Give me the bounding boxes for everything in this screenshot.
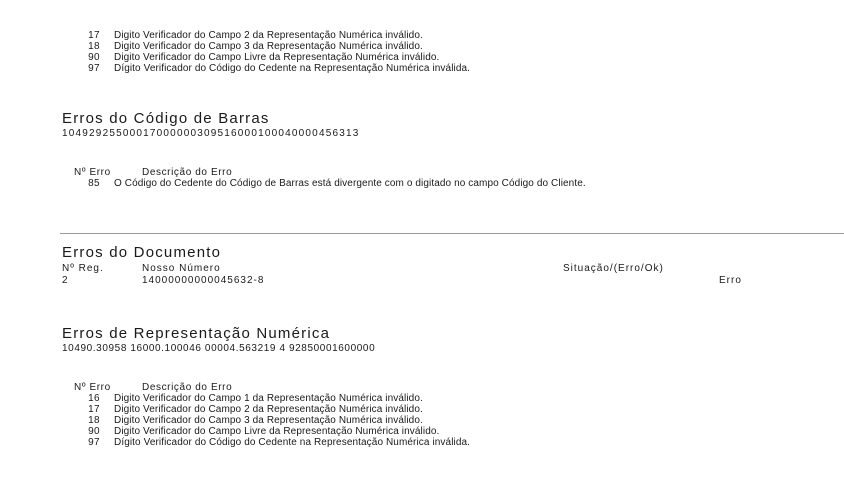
error-code: 18 [88,415,100,426]
table-row [74,178,586,189]
error-description: Digito Verificador do Campo 3 da Representação Numérica inválido. [114,41,423,52]
barcode-value: 10492925500017000000309516000100040000456313 [62,128,360,139]
table-row [74,404,470,415]
header-error-number: Nº Erro [74,382,111,393]
top-error-list [74,30,470,74]
header-error-number: Nº Erro [74,167,111,178]
document-reg-value: 2 [62,275,69,286]
error-code: 97 [88,437,100,448]
document-errors-title: Erros do Documento [62,244,222,261]
error-code: 18 [88,41,100,52]
section-divider [60,233,844,234]
error-code: 17 [88,404,100,415]
error-description: Digito Verificador do Campo Livre da Representação Numérica inválido. [114,426,440,437]
table-header [74,382,470,393]
table-row [74,426,470,437]
list-item [74,52,470,63]
error-description: Digito Verificador do Campo 2 da Representação Numérica inválido. [114,404,423,415]
table-row [74,393,470,404]
error-code: 90 [88,52,100,63]
list-item [74,41,470,52]
error-code: 17 [88,30,100,41]
table-header [74,167,586,178]
error-description: Digito Verificador do Campo Livre da Representação Numérica inválido. [114,52,440,63]
document-situacao-value: Erro [719,275,742,286]
numeric-errors-title: Erros de Representação Numérica [62,325,331,342]
column-header-nosso-numero: Nosso Número [142,263,221,274]
barcode-error-table [74,167,586,189]
table-row [74,437,470,448]
table-row [74,415,470,426]
column-header-reg: Nº Reg. [62,263,104,274]
list-item [74,63,470,74]
document-nosso-numero-value: 14000000000045632-8 [142,275,265,286]
barcode-errors-title: Erros do Código de Barras [62,110,270,127]
error-code: 16 [88,393,100,404]
error-description: O Código do Cedente do Código de Barras está divergente com o digitado no campo Código do Cliente. [114,178,586,189]
numeric-error-table [74,382,470,448]
header-error-description: Descrição do Erro [142,167,233,178]
error-description: Digito Verificador do Campo 2 da Representação Numérica inválido. [114,30,423,41]
error-description: Digito Verificador do Campo 1 da Representação Numérica inválido. [114,393,423,404]
error-code: 90 [88,426,100,437]
list-item [74,30,470,41]
numeric-line-value: 10490.30958 16000.100046 00004.563219 4 92850001600000 [62,343,376,354]
header-error-description: Descrição do Erro [142,382,233,393]
error-description: Dígito Verificador do Código do Cedente na Representação Numérica inválida. [114,63,471,74]
error-code: 85 [88,178,100,189]
error-description: Dígito Verificador do Código do Cedente na Representação Numérica inválida. [114,437,471,448]
error-description: Digito Verificador do Campo 3 da Representação Numérica inválido. [114,415,423,426]
error-code: 97 [88,63,100,74]
column-header-situacao: Situação/(Erro/Ok) [563,263,664,274]
